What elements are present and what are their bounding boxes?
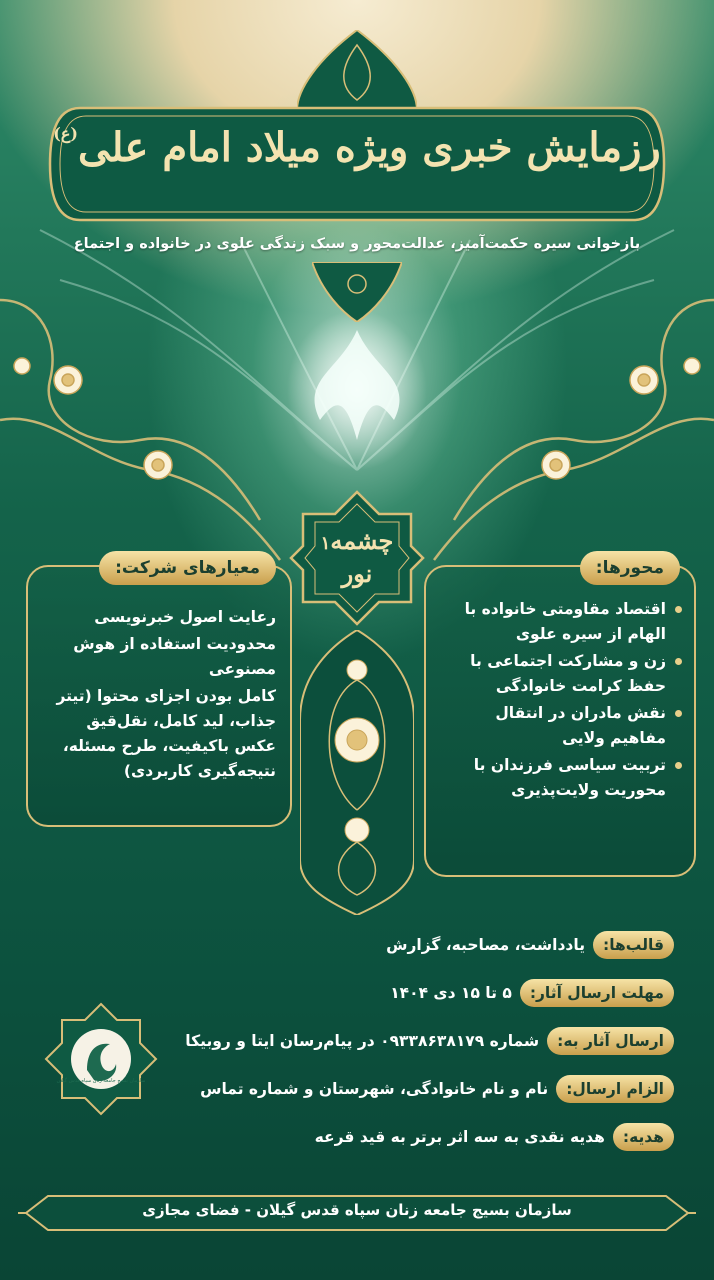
bullet-icon: [675, 710, 682, 717]
info-label: مهلت ارسال آثار:: [520, 979, 674, 1007]
title-banner: [40, 98, 674, 230]
info-label: الزام ارسال:: [556, 1075, 674, 1103]
criteria-item: رعایت اصول خبرنویسی: [94, 608, 276, 626]
title-drop-ornament: [312, 262, 402, 322]
bullet-icon: [675, 762, 682, 769]
info-row-deadline: [390, 978, 674, 1008]
footer: [18, 1188, 696, 1238]
info-label: ارسال آثار به:: [547, 1027, 674, 1055]
axes-panel: [424, 558, 696, 877]
info-row-submit: [185, 1026, 674, 1056]
axes-panel-heading: محورها:: [580, 551, 680, 585]
bullet-icon: [675, 658, 682, 665]
criteria-item: محدودیت استفاده از هوش مصنوعی: [73, 635, 276, 678]
badge-line1: چشمه۱: [320, 526, 394, 555]
bullet-icon: [675, 606, 682, 613]
info-value: شماره ۰۹۳۳۸۶۳۸۱۷۹ در پیام‌رسان ایتا و روبیکا: [185, 1032, 540, 1050]
center-floral-panel: [300, 630, 414, 915]
axes-item: نقش مادران در انتقال مفاهیم ولایی: [436, 701, 682, 751]
organization-logo: [42, 1000, 160, 1118]
page-title: [40, 124, 674, 171]
subtitle: بازخوانی سیره حکمت‌آمیز، عدالت‌محور و سبک زندگی علوی در خانواده و اجتماع: [73, 236, 641, 252]
axes-list: [436, 597, 682, 805]
info-value: هدیه نقدی به سه اثر برتر به قید قرعه: [314, 1128, 605, 1146]
title-main: رزمایش خبری ویژه میلاد امام علی: [77, 124, 661, 171]
info-label: هدیه:: [613, 1123, 674, 1151]
logo-caption: سازمان بسیج جامعه زنان سپاه قدس گیلان: [56, 1078, 146, 1084]
center-badge: [287, 488, 427, 628]
info-value: نام و نام خانوادگی، شهرستان و شماره تماس: [200, 1080, 549, 1098]
info-row-formats: [386, 930, 674, 960]
criteria-list: [40, 605, 276, 786]
info-value: یادداشت، مصاحبه، گزارش: [386, 936, 586, 954]
axes-item: تربیت سیاسی فرزندان با محوریت ولایت‌پذیری: [436, 753, 682, 803]
criteria-panel-heading: معیارهای شرکت:: [99, 551, 276, 585]
info-label: قالب‌ها:: [593, 931, 674, 959]
axes-item: زن و مشارکت اجتماعی با حفظ کرامت خانوادگی: [436, 649, 682, 699]
info-value: ۵ تا ۱۵ دی ۱۴۰۴: [390, 984, 512, 1002]
criteria-item: کامل بودن اجزای محتوا (تیتر جذاب، لید کامل، نقل‌قیق عکس باکیفیت، طرح مسئله، نتیجه‌گیری کاربردی): [56, 687, 276, 780]
title-honorific: (ع): [53, 124, 78, 143]
axes-item: اقتصاد مقاومتی خانواده با الهام از سیره علوی: [436, 597, 682, 647]
criteria-panel: [26, 558, 292, 827]
badge-line2: نور: [341, 559, 373, 588]
footer-text: سازمان بسیج جامعه زنان سپاه قدس گیلان - فضای مجازی: [142, 1201, 572, 1219]
info-row-prize: [315, 1122, 674, 1152]
info-row-requirements: [200, 1074, 674, 1104]
